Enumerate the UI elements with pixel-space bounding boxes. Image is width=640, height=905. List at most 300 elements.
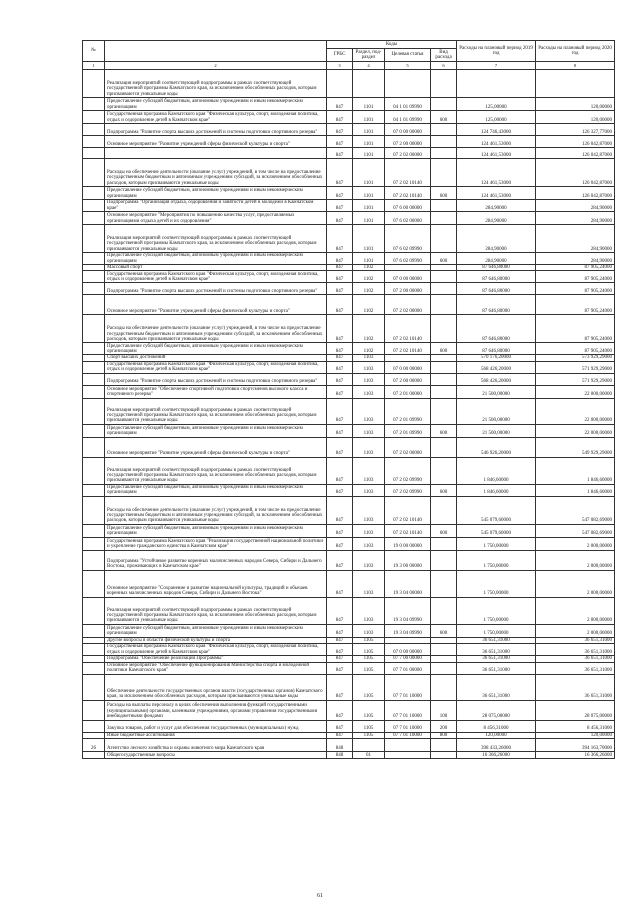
expense-type-cell bbox=[431, 159, 457, 187]
amount-2020-cell: 547 082,69000 bbox=[536, 524, 615, 537]
razdel-cell: 1101 bbox=[353, 136, 385, 148]
grbs-cell: 847 bbox=[327, 424, 353, 437]
target-article-cell: 07 7 01 10000 bbox=[385, 720, 431, 732]
row-number-cell bbox=[83, 283, 105, 295]
table-row bbox=[83, 225, 615, 253]
amount-2020-cell: 36 651,31000 bbox=[536, 644, 615, 656]
target-article-cell: 19 0 00 00000 bbox=[385, 537, 431, 550]
table-row bbox=[83, 484, 615, 496]
row-number-cell bbox=[83, 437, 105, 457]
amount-2019-cell: 124 746,43000 bbox=[457, 124, 536, 136]
amount-2019-cell: 120,00000 bbox=[457, 732, 536, 738]
item-name-cell: Агентство лесного хозяйства и охраны животного мира Камчатского края bbox=[105, 739, 327, 752]
expense-type-cell: 600 bbox=[431, 343, 457, 355]
expense-type-cell bbox=[431, 212, 457, 225]
amount-2020-cell: 2 000,00000 bbox=[536, 570, 615, 597]
razdel-cell: 1103 bbox=[353, 524, 385, 537]
item-name-cell: Предоставление субсидий бюджетным, автономным учреждениям и иным некоммерческим организациям bbox=[105, 624, 327, 637]
expense-type-cell: 200 bbox=[431, 720, 457, 732]
expense-type-cell bbox=[431, 373, 457, 385]
grbs-cell: 847 bbox=[327, 644, 353, 656]
colnum-cell: 8 bbox=[536, 62, 615, 70]
razdel-cell: 1103 bbox=[353, 624, 385, 637]
table-row bbox=[83, 537, 615, 550]
item-name-cell: Расходы на обеспечение деятельности (оказание услуг) учреждений, в том числе на предоставление государственным бюджетным и автономным учреждениям субсидий, за исключением обособленных расходов, которым присваиваются уникальные коды bbox=[105, 315, 327, 343]
amount-2019-cell: 284,90000 bbox=[457, 225, 536, 253]
amount-2020-cell: 87 905,24000 bbox=[536, 295, 615, 315]
table-row bbox=[83, 373, 615, 385]
amount-2019-cell: 1 846,60000 bbox=[457, 457, 536, 484]
target-article-cell bbox=[385, 70, 431, 98]
grbs-cell: 847 bbox=[327, 437, 353, 457]
grbs-cell: 847 bbox=[327, 674, 353, 700]
amount-2019-cell: 1 750,00000 bbox=[457, 570, 536, 597]
item-name-cell: Обеспечение деятельности государственных органов власти (государственных органов) Камчатского края, за исключением обособленных расходов, которым присваиваются уникальные коды bbox=[105, 674, 327, 700]
row-number-cell bbox=[83, 398, 105, 424]
target-article-cell: 07 2 01 09990 bbox=[385, 424, 431, 437]
header-year-2020: Расходы на плановый период 2020 год bbox=[536, 41, 615, 62]
target-article-cell: 07 2 02 09990 bbox=[385, 457, 431, 484]
amount-2020-cell: 1 846,60000 bbox=[536, 457, 615, 484]
colnum-cell: 4 bbox=[353, 62, 385, 70]
target-article-cell: 07 6 02 09990 bbox=[385, 253, 431, 265]
amount-2020-cell: 8 456,31000 bbox=[536, 720, 615, 732]
amount-2019-cell: 1 750,00000 bbox=[457, 624, 536, 637]
razdel-cell: 1103 bbox=[353, 457, 385, 484]
item-name-cell: Предоставление субсидий бюджетным, автономным учреждениям и иным некоммерческим организациям bbox=[105, 524, 327, 537]
amount-2019-cell: 545 079,60000 bbox=[457, 496, 536, 524]
row-number-cell bbox=[83, 98, 105, 111]
grbs-cell: 847 bbox=[327, 187, 353, 200]
grbs-cell: 847 bbox=[327, 271, 353, 283]
razdel-cell: 1105 bbox=[353, 656, 385, 662]
target-article-cell: 07 2 02 10140 bbox=[385, 159, 431, 187]
item-name-cell: Предоставление субсидий бюджетным, автономным учреждениям и иным некоммерческим организациям bbox=[105, 343, 327, 355]
item-name-cell bbox=[105, 148, 327, 159]
amount-2020-cell: 394 163,70000 bbox=[536, 739, 615, 752]
table-row bbox=[83, 597, 615, 624]
amount-2020-cell: 22 000,00000 bbox=[536, 398, 615, 424]
amount-2020-cell: 2 000,00000 bbox=[536, 537, 615, 550]
expense-type-cell bbox=[431, 752, 457, 759]
row-number-cell bbox=[83, 361, 105, 373]
expense-type-cell: 600 bbox=[431, 624, 457, 637]
razdel-cell bbox=[353, 739, 385, 752]
amount-2020-cell: 87 905,24000 bbox=[536, 315, 615, 343]
table-row bbox=[83, 70, 615, 98]
table-row bbox=[83, 159, 615, 187]
item-name-cell: Предоставление субсидий бюджетным, автономным учреждениям и иным некоммерческим организациям bbox=[105, 98, 327, 111]
amount-2020-cell bbox=[536, 70, 615, 98]
razdel-cell: 01 bbox=[353, 752, 385, 759]
grbs-cell: 847 bbox=[327, 398, 353, 424]
razdel-cell: 1103 bbox=[353, 537, 385, 550]
colnum-cell: 3 bbox=[327, 62, 353, 70]
item-name-cell: Общегосударственные вопросы bbox=[105, 752, 327, 759]
razdel-cell: 1101 bbox=[353, 212, 385, 225]
amount-2020-cell: 2 000,00000 bbox=[536, 550, 615, 570]
amount-2020-cell: 2 000,00000 bbox=[536, 624, 615, 637]
target-article-cell: 07 6 00 00000 bbox=[385, 200, 431, 212]
amount-2020-cell: 573 929,29000 bbox=[536, 355, 615, 361]
grbs-cell: 847 bbox=[327, 159, 353, 187]
row-number-cell bbox=[83, 597, 105, 624]
amount-2020-cell: 36 651,31000 bbox=[536, 662, 615, 674]
razdel-cell: 1103 bbox=[353, 570, 385, 597]
table-row bbox=[83, 570, 615, 597]
target-article-cell: 07 2 01 09990 bbox=[385, 398, 431, 424]
item-name-cell: Подпрограмма "Развитие спорта высших достижений и системы подготовки спортивного резерва" bbox=[105, 373, 327, 385]
target-article-cell: 07 0 00 00000 bbox=[385, 124, 431, 136]
amount-2020-cell: 120,00000 bbox=[536, 732, 615, 738]
razdel-cell: 1103 bbox=[353, 484, 385, 496]
expense-type-cell: 600 bbox=[431, 424, 457, 437]
grbs-cell: 847 bbox=[327, 98, 353, 111]
expense-type-cell bbox=[431, 385, 457, 398]
header-vr: Вид расхода bbox=[431, 49, 457, 62]
target-article-cell: 07 0 00 00000 bbox=[385, 271, 431, 283]
razdel-cell: 1101 bbox=[353, 253, 385, 265]
grbs-cell: 847 bbox=[327, 124, 353, 136]
amount-2019-cell: 124 461,53000 bbox=[457, 159, 536, 187]
target-article-cell: 07 2 02 10140 bbox=[385, 315, 431, 343]
amount-2019-cell: 36 651,31000 bbox=[457, 674, 536, 700]
target-article-cell: 07 2 02 10140 bbox=[385, 496, 431, 524]
item-name-cell: Основное мероприятие "Мероприятия по повышению качества услуг, предоставляемых организациями отдыха детей и их оздоровления" bbox=[105, 212, 327, 225]
item-name-cell: Предоставление субсидий бюджетным, автономным учреждениям и иным некоммерческим организациям bbox=[105, 253, 327, 265]
row-number-cell bbox=[83, 253, 105, 265]
header-grbs: ГРБС bbox=[327, 49, 353, 62]
item-name-cell: Другие вопросы в области физической культуры и спорта bbox=[105, 637, 327, 643]
table-row bbox=[83, 200, 615, 212]
item-name-cell: Спорт высших достижений bbox=[105, 355, 327, 361]
expense-type-cell bbox=[431, 674, 457, 700]
page-number: 61 bbox=[317, 893, 323, 899]
razdel-cell: 1103 bbox=[353, 385, 385, 398]
budget-table-body bbox=[83, 70, 615, 759]
expense-type-cell bbox=[431, 457, 457, 484]
amount-2019-cell: 124 461,53000 bbox=[457, 187, 536, 200]
column-number-row bbox=[83, 62, 615, 70]
row-number-cell bbox=[83, 295, 105, 315]
expense-type-cell bbox=[431, 496, 457, 524]
amount-2020-cell: 22 000,00000 bbox=[536, 385, 615, 398]
row-number-cell bbox=[83, 187, 105, 200]
amount-2020-cell: 126 327,77000 bbox=[536, 124, 615, 136]
row-number-cell bbox=[83, 662, 105, 674]
grbs-cell: 848 bbox=[327, 752, 353, 759]
amount-2020-cell: 284,90000 bbox=[536, 225, 615, 253]
amount-2019-cell: 1 750,00000 bbox=[457, 550, 536, 570]
item-name-cell: Основное мероприятие "Развитие учреждений сферы физической культуры и спорта" bbox=[105, 136, 327, 148]
razdel-cell: 1103 bbox=[353, 496, 385, 524]
amount-2019-cell: 1 750,00000 bbox=[457, 537, 536, 550]
row-number-cell bbox=[83, 373, 105, 385]
expense-type-cell bbox=[431, 124, 457, 136]
amount-2019-cell bbox=[457, 70, 536, 98]
target-article-cell: 04 1 01 09990 bbox=[385, 98, 431, 111]
grbs-cell: 847 bbox=[327, 148, 353, 159]
grbs-cell: 847 bbox=[327, 570, 353, 597]
razdel-cell: 1101 bbox=[353, 159, 385, 187]
table-row bbox=[83, 385, 615, 398]
item-name-cell: Расходы на обеспечение деятельности (оказание услуг) учреждений, в том числе на предоставление государственным бюджетным и автономным учреждениям субсидий, за исключением обособленных расходов, которым присваиваются уникальные коды bbox=[105, 496, 327, 524]
header-cs: Целевая статья bbox=[385, 49, 431, 62]
row-number-cell bbox=[83, 570, 105, 597]
row-number-cell bbox=[83, 136, 105, 148]
table-row bbox=[83, 148, 615, 159]
amount-2020-cell: 120,00000 bbox=[536, 111, 615, 124]
header-group-codes: Коды bbox=[327, 41, 457, 49]
razdel-cell: 1102 bbox=[353, 265, 385, 271]
row-number-cell bbox=[83, 70, 105, 98]
item-name-cell: Подпрограмма "Обеспечение реализации Программы" bbox=[105, 656, 327, 662]
amount-2019-cell: 8 456,31000 bbox=[457, 720, 536, 732]
item-name-cell: Подпрограмма "Организация отдыха, оздоровления и занятости детей и молодежи в Камчатском крае" bbox=[105, 200, 327, 212]
expense-type-cell bbox=[431, 315, 457, 343]
item-name-cell: Предоставление субсидий бюджетным, автономным учреждениям и иным некоммерческим организациям bbox=[105, 484, 327, 496]
target-article-cell: 07 2 00 00000 bbox=[385, 283, 431, 295]
target-article-cell: 19 3 00 00000 bbox=[385, 550, 431, 570]
razdel-cell: 1105 bbox=[353, 700, 385, 720]
amount-2019-cell: 568 426,20000 bbox=[457, 373, 536, 385]
table-row bbox=[83, 700, 615, 720]
item-name-cell: Основное мероприятие "Обеспечение функционирования Министерства спорта и молодежной политики Камчатского края" bbox=[105, 662, 327, 674]
amount-2019-cell: 87 646,80000 bbox=[457, 315, 536, 343]
razdel-cell: 1103 bbox=[353, 437, 385, 457]
grbs-cell: 847 bbox=[327, 524, 353, 537]
amount-2019-cell: 87 646,80000 bbox=[457, 295, 536, 315]
expense-type-cell: 800 bbox=[431, 732, 457, 738]
razdel-cell: 1103 bbox=[353, 550, 385, 570]
razdel-cell: 1101 bbox=[353, 225, 385, 253]
amount-2019-cell: 124 461,53000 bbox=[457, 148, 536, 159]
grbs-cell: 847 bbox=[327, 136, 353, 148]
amount-2019-cell: 36 651,31000 bbox=[457, 644, 536, 656]
grbs-cell: 847 bbox=[327, 361, 353, 373]
target-article-cell: 07 2 02 10140 bbox=[385, 187, 431, 200]
amount-2020-cell: 22 000,00000 bbox=[536, 424, 615, 437]
amount-2020-cell: 571 929,29000 bbox=[536, 373, 615, 385]
razdel-cell bbox=[353, 70, 385, 98]
amount-2019-cell: 125,00000 bbox=[457, 98, 536, 111]
razdel-cell: 1103 bbox=[353, 398, 385, 424]
target-article-cell: 07 7 00 00000 bbox=[385, 656, 431, 662]
table-row bbox=[83, 398, 615, 424]
amount-2019-cell: 21 500,00000 bbox=[457, 385, 536, 398]
table-row bbox=[83, 644, 615, 656]
item-name-cell: Основное мероприятие "Развитие учреждений сферы физической культуры и спорта" bbox=[105, 295, 327, 315]
grbs-cell: 847 bbox=[327, 283, 353, 295]
grbs-cell: 847 bbox=[327, 720, 353, 732]
expense-type-cell bbox=[431, 550, 457, 570]
expense-type-cell bbox=[431, 644, 457, 656]
amount-2020-cell: 126 042,87000 bbox=[536, 148, 615, 159]
table-row bbox=[83, 496, 615, 524]
amount-2019-cell: 21 500,00000 bbox=[457, 424, 536, 437]
target-article-cell: 07 2 02 00000 bbox=[385, 437, 431, 457]
target-article-cell: 19 3 04 09990 bbox=[385, 624, 431, 637]
target-article-cell: 07 0 00 00000 bbox=[385, 644, 431, 656]
amount-2020-cell: 16 366,26000 bbox=[536, 752, 615, 759]
target-article-cell: 07 7 01 00000 bbox=[385, 662, 431, 674]
grbs-cell: 847 bbox=[327, 343, 353, 355]
razdel-cell: 1103 bbox=[353, 355, 385, 361]
amount-2020-cell: 547 082,69000 bbox=[536, 496, 615, 524]
amount-2019-cell: 1 750,00000 bbox=[457, 597, 536, 624]
grbs-cell bbox=[327, 70, 353, 98]
razdel-cell: 1105 bbox=[353, 720, 385, 732]
item-name-cell: Государственная программа Камчатского края "Реализация государственной национальной политики и укрепление гражданского единства в Камчатском крае" bbox=[105, 537, 327, 550]
row-number-cell bbox=[83, 720, 105, 732]
target-article-cell: 07 0 00 00000 bbox=[385, 361, 431, 373]
table-row bbox=[83, 361, 615, 373]
razdel-cell: 1102 bbox=[353, 283, 385, 295]
target-article-cell: 07 2 01 00000 bbox=[385, 385, 431, 398]
row-number-cell bbox=[83, 424, 105, 437]
table-row bbox=[83, 437, 615, 457]
row-number-cell bbox=[83, 343, 105, 355]
grbs-cell: 847 bbox=[327, 700, 353, 720]
target-article-cell: 07 2 00 00000 bbox=[385, 373, 431, 385]
row-number-cell bbox=[83, 496, 105, 524]
item-name-cell: Реализация мероприятий соответствующей подпрограммы в рамках соответствующей государственной программы Камчатского края, за исключением обособленных расходов, которым присваиваются уникальные коды bbox=[105, 398, 327, 424]
row-number-cell bbox=[83, 537, 105, 550]
item-name-cell: Предоставление субсидий бюджетным, автономным учреждениям и иным некоммерческим организациям bbox=[105, 424, 327, 437]
table-row bbox=[83, 212, 615, 225]
amount-2020-cell: 36 651,31000 bbox=[536, 637, 615, 643]
item-name-cell: Закупка товаров, работ и услуг для обеспечения государственных (муниципальных) нужд bbox=[105, 720, 327, 732]
target-article-cell bbox=[385, 752, 431, 759]
grbs-cell: 847 bbox=[327, 111, 353, 124]
budget-table-sheet bbox=[82, 40, 614, 889]
amount-2020-cell: 120,00000 bbox=[536, 98, 615, 111]
target-article-cell: 07 2 02 00000 bbox=[385, 295, 431, 315]
row-number-cell bbox=[83, 752, 105, 759]
item-name-cell: Реализация мероприятий соответствующей подпрограммы в рамках соответствующей государственной программы Камчатского края, за исключением обособленных расходов, которым присваиваются уникальные коды bbox=[105, 457, 327, 484]
budget-table bbox=[82, 40, 615, 759]
razdel-cell: 1105 bbox=[353, 637, 385, 643]
amount-2020-cell: 126 042,87000 bbox=[536, 159, 615, 187]
grbs-cell: 847 bbox=[327, 225, 353, 253]
item-name-cell: Государственная программа Камчатского края "Физическая культура, спорт, молодежная политика, отдых и оздоровление детей в Камчатском крае" bbox=[105, 644, 327, 656]
item-name-cell: Иные бюджетные ассигнования bbox=[105, 732, 327, 738]
expense-type-cell bbox=[431, 662, 457, 674]
item-name-cell: Реализация мероприятий соответствующей подпрограммы в рамках соответствующей государственной программы Камчатского края, за исключением обособленных расходов, которым присваиваются уникальные коды bbox=[105, 70, 327, 98]
row-number-cell bbox=[83, 200, 105, 212]
amount-2019-cell: 284,90000 bbox=[457, 253, 536, 265]
amount-2020-cell: 87 905,24000 bbox=[536, 283, 615, 295]
expense-type-cell bbox=[431, 295, 457, 315]
razdel-cell: 1101 bbox=[353, 200, 385, 212]
row-number-cell bbox=[83, 644, 105, 656]
item-name-cell: Основное мероприятие "Развитие учреждений сферы физической культуры и спорта" bbox=[105, 437, 327, 457]
amount-2019-cell: 124 461,53000 bbox=[457, 136, 536, 148]
amount-2019-cell: 284,90000 bbox=[457, 212, 536, 225]
razdel-cell: 1105 bbox=[353, 644, 385, 656]
table-row bbox=[83, 315, 615, 343]
target-article-cell: 07 2 02 09990 bbox=[385, 484, 431, 496]
amount-2020-cell: 1 846,60000 bbox=[536, 484, 615, 496]
target-article-cell: 04 1 01 09990 bbox=[385, 111, 431, 124]
amount-2019-cell: 16 366,26000 bbox=[457, 752, 536, 759]
table-row bbox=[83, 524, 615, 537]
razdel-cell: 1101 bbox=[353, 98, 385, 111]
row-number-cell bbox=[83, 159, 105, 187]
item-name-cell: Расходы на выплаты персоналу в целях обеспечения выполнения функций государственными (муниципальными) органами, казенными учреждениями, органами управления государственными внебюджетными фондами bbox=[105, 700, 327, 720]
razdel-cell: 1105 bbox=[353, 732, 385, 738]
header-razdel: Раздел, под-раздел bbox=[353, 49, 385, 62]
table-row bbox=[83, 111, 615, 124]
colnum-cell: 5 bbox=[385, 62, 431, 70]
table-row bbox=[83, 674, 615, 700]
table-row bbox=[83, 271, 615, 283]
expense-type-cell bbox=[431, 225, 457, 253]
grbs-cell: 847 bbox=[327, 265, 353, 271]
table-row bbox=[83, 98, 615, 111]
amount-2020-cell: 571 929,29000 bbox=[536, 361, 615, 373]
table-row bbox=[83, 752, 615, 759]
colnum-cell: 7 bbox=[457, 62, 536, 70]
amount-2020-cell: 284,90000 bbox=[536, 212, 615, 225]
grbs-cell: 847 bbox=[327, 597, 353, 624]
razdel-cell: 1103 bbox=[353, 361, 385, 373]
target-article-cell: 19 3 04 09990 bbox=[385, 597, 431, 624]
grbs-cell: 847 bbox=[327, 624, 353, 637]
amount-2020-cell: 549 929,29000 bbox=[536, 437, 615, 457]
amount-2019-cell: 125,00000 bbox=[457, 111, 536, 124]
amount-2020-cell: 284,90000 bbox=[536, 253, 615, 265]
razdel-cell: 1101 bbox=[353, 148, 385, 159]
grbs-cell: 847 bbox=[327, 457, 353, 484]
expense-type-cell: 600 bbox=[431, 111, 457, 124]
amount-2020-cell: 126 042,87000 bbox=[536, 187, 615, 200]
target-article-cell: 07 7 01 10000 bbox=[385, 700, 431, 720]
amount-2019-cell: 36 651,31000 bbox=[457, 637, 536, 643]
grbs-cell: 847 bbox=[327, 385, 353, 398]
razdel-cell: 1102 bbox=[353, 343, 385, 355]
table-row bbox=[83, 283, 615, 295]
target-article-cell bbox=[385, 739, 431, 752]
row-number-cell bbox=[83, 484, 105, 496]
grbs-cell: 847 bbox=[327, 295, 353, 315]
colnum-cell: 2 bbox=[105, 62, 327, 70]
razdel-cell: 1102 bbox=[353, 271, 385, 283]
item-name-cell: Реализация мероприятий соответствующей подпрограммы в рамках соответствующей государственной программы Камчатского края, за исключением обособленных расходов, которым присваиваются уникальные коды bbox=[105, 225, 327, 253]
grbs-cell: 847 bbox=[327, 484, 353, 496]
row-number-cell bbox=[83, 624, 105, 637]
grbs-cell: 847 bbox=[327, 200, 353, 212]
expense-type-cell bbox=[431, 271, 457, 283]
amount-2019-cell: 87 646,80000 bbox=[457, 271, 536, 283]
grbs-cell: 847 bbox=[327, 373, 353, 385]
amount-2019-cell: 87 646,80000 bbox=[457, 283, 536, 295]
expense-type-cell bbox=[431, 200, 457, 212]
expense-type-cell: 600 bbox=[431, 253, 457, 265]
razdel-cell: 1103 bbox=[353, 597, 385, 624]
amount-2019-cell: 398 433,26000 bbox=[457, 739, 536, 752]
table-row bbox=[83, 424, 615, 437]
table-row bbox=[83, 187, 615, 200]
razdel-cell: 1101 bbox=[353, 187, 385, 200]
expense-type-cell bbox=[431, 739, 457, 752]
amount-2020-cell: 2 000,00000 bbox=[536, 597, 615, 624]
target-article-cell: 07 2 02 00000 bbox=[385, 148, 431, 159]
table-row bbox=[83, 295, 615, 315]
amount-2019-cell: 36 651,31000 bbox=[457, 656, 536, 662]
amount-2019-cell: 28 075,00000 bbox=[457, 700, 536, 720]
expense-type-cell bbox=[431, 136, 457, 148]
